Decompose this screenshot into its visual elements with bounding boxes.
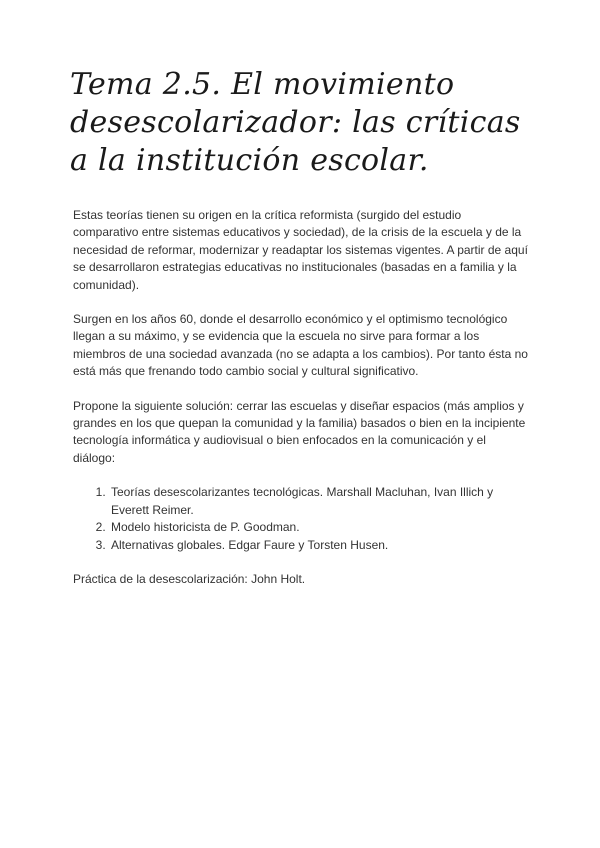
paragraph-context: Surgen en los años 60, donde el desarrollo económico y el optimismo tecnológico llegan a su máximo, y se evidencia que la escuela no sirve para formar a los miembros de una sociedad avanzada (no se adapta a los cambios). Por tanto ésta no está más que frenando todo cambio social y cultural significativo. bbox=[73, 312, 528, 379]
list-item: 2. Modelo historicista de P. Goodman. bbox=[109, 519, 529, 536]
paragraph-origin: Estas teorías tienen su origen en la crítica reformista (surgido del estudio comparativo entre sistemas educativos y sociedad), de la crisis de la escuela y de la necesidad de reformar, modernizar y readaptar los sistemas vigentes. A partir de aquí se desarrollaron estrategias educativas no institucionales (basadas en a familia y la comunidad). bbox=[73, 208, 528, 292]
theories-list bbox=[73, 484, 529, 554]
list-item: 3. Alternativas globales. Edgar Faure y Torsten Husen. bbox=[109, 537, 529, 554]
list-item: 1. Teorías desescolarizantes tecnológicas. Marshall Macluhan, Ivan Illich y Everett Reimer. bbox=[109, 484, 529, 519]
document-body bbox=[73, 207, 529, 605]
paragraph-solution: Propone la siguiente solución: cerrar las escuelas y diseñar espacios (más amplios y grandes en los que quepan la comunidad y la familia) basados o bien en la incipiente tecnología informática y audiovisual o bien enfocados en la comunicación y el diálogo: bbox=[73, 398, 526, 465]
page-title: Tema 2.5. El movimiento desescolarizador: las críticas a la institución escolar. bbox=[70, 67, 521, 178]
paragraph-closing: Práctica de la desescolarización: John Holt. bbox=[73, 571, 306, 586]
